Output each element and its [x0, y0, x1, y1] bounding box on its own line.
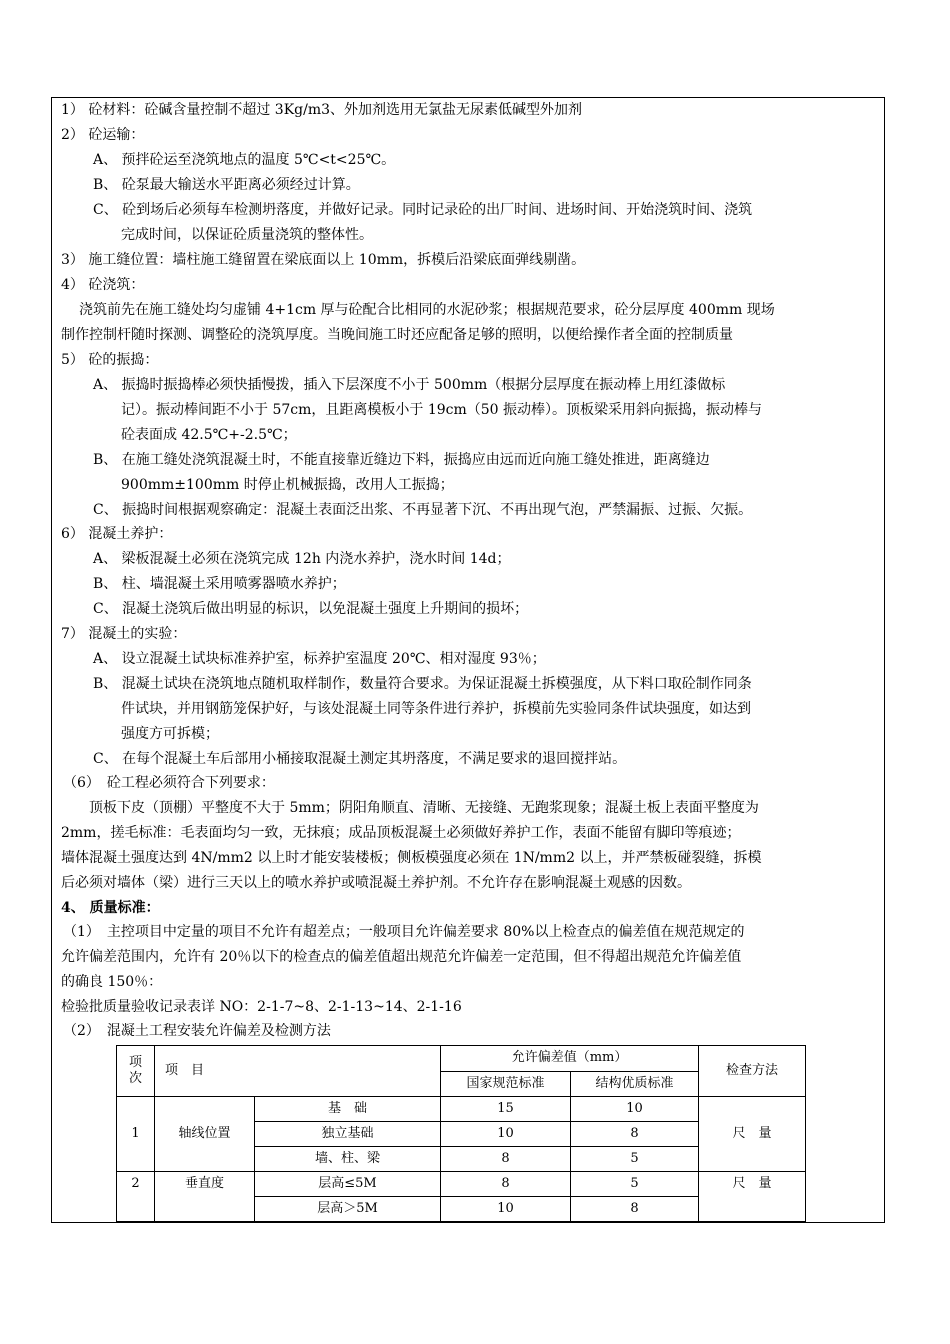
header-national: 国家规范标准: [441, 1071, 571, 1097]
row-no: 2: [117, 1172, 155, 1222]
header-tolerance: 允许偏差值（mm）: [441, 1046, 699, 1072]
row-method: 尺 量: [699, 1172, 806, 1222]
text-line: 3） 施工缝位置：墙柱施工缝留置在梁底面以上 10mm，拆模后沿梁底面弹线剔凿。: [61, 252, 586, 268]
national-value: 10: [441, 1197, 571, 1222]
text-line: A、 预拌砼运至浇筑地点的温度 5℃<t<25℃。: [93, 152, 396, 168]
row-method: 尺 量: [699, 1097, 806, 1172]
text-line: A、 梁板混凝土必须在浇筑完成 12h 内浇水养护，浇水时间 14d；: [93, 551, 511, 567]
text-line: 浇筑前先在施工缝处均匀虚铺 4+1cm 厚与砼配合比相同的水泥砂浆；根据规范要求，砼分层厚度 400mm 现场: [79, 302, 775, 318]
text-line: 砼表面成 42.5℃+-2.5℃；: [121, 427, 297, 443]
national-value: 15: [441, 1097, 571, 1122]
text-line: 4） 砼浇筑：: [61, 277, 145, 293]
text-line: 7） 混凝土的实验：: [61, 626, 187, 642]
sub-item: 层高＞5M: [255, 1197, 441, 1222]
row-no: 1: [117, 1097, 155, 1172]
structural-value: 10: [571, 1097, 699, 1122]
text-line: 2mm，搓毛标准：毛表面均匀一致，无抹痕；成品顶板混凝土必须做好养护工作，表面不能留有脚印等痕迹；: [61, 825, 741, 841]
sub-item: 独立基础: [255, 1122, 441, 1147]
text-line: B、 砼泵最大输送水平距离必须经过计算。: [93, 177, 360, 193]
text-line: 的确良 150％：: [61, 974, 163, 990]
text-line: C、 振捣时间根据观察确定：混凝土表面泛出浆、不再显著下沉、不再出现气泡，严禁漏振、过振、欠振。: [93, 502, 753, 518]
sub-item: 墙、柱、梁: [255, 1147, 441, 1172]
section-heading: 4、 质量标准：: [61, 900, 160, 916]
text-line: 900mm±100mm 时停止机械振捣，改用人工振捣；: [121, 477, 454, 493]
text-line: 后必须对墙体（梁）进行三天以上的喷水养护或喷混凝土养护剂。不允许存在影响混凝土观感的因数。: [61, 875, 691, 891]
text-line: 完成时间，以保证砼质量浇筑的整体性。: [121, 227, 373, 243]
text-line: B、 混凝土试块在浇筑地点随机取样制作，数量符合要求。为保证混凝土拆模强度，从下料口取砼制作同条: [93, 676, 752, 692]
text-line: B、 在施工缝处浇筑混凝土时，不能直接靠近缝边下料，振捣应由远而近向施工缝处推进，距离缝边: [93, 452, 710, 468]
text-line: （1） 主控项目中定量的项目不允许有超差点；一般项目允许偏差要求 80%以上检查点的偏差值在规范规定的: [63, 924, 745, 940]
text-line: C、 在每个混凝土车后部用小桶接取混凝土测定其坍落度，不满足要求的退回搅拌站。: [93, 751, 627, 767]
text-line: C、 混凝土浇筑后做出明显的标识，以免混凝土强度上升期间的损坏；: [93, 601, 529, 617]
structural-value: 5: [571, 1147, 699, 1172]
text-line: 检验批质量验收记录表详 NO：2-1-7~8、2-1-13~14、2-1-16: [61, 999, 462, 1015]
text-line: A、 设立混凝土试块标准养护室，标养护室温度 20℃、相对湿度 93％；: [93, 651, 546, 667]
header-no: 项 次: [117, 1046, 155, 1097]
structural-value: 5: [571, 1172, 699, 1197]
national-value: 8: [441, 1147, 571, 1172]
structural-value: 8: [571, 1197, 699, 1222]
row-item: 轴线位置: [155, 1097, 255, 1172]
text-line: （6） 砼工程必须符合下列要求：: [63, 775, 275, 791]
header-structural: 结构优质标准: [571, 1071, 699, 1097]
text-line: C、 砼到场后必须每车检测坍落度，并做好记录。同时记录砼的出厂时间、进场时间、开始浇筑时间、浇筑: [93, 202, 753, 218]
text-line: A、 振捣时振捣棒必须快插慢拨，插入下层深度不小于 500mm（根据分层厚度在振动棒上用红漆做标: [93, 377, 726, 393]
text-line: 允许偏差范围内，允许有 20％以下的检查点的偏差值超出规范允许偏差一定范围，但不得超出规范允许偏差值: [61, 949, 742, 965]
header-method: 检查方法: [699, 1046, 806, 1097]
text-line: 2） 砼运输：: [61, 127, 145, 143]
text-line: 5） 砼的振捣：: [61, 352, 159, 368]
header-item: 项 目: [155, 1046, 441, 1097]
text-line: 墙体混凝土强度达到 4N/mm2 以上时才能安装楼板；侧板模强度必须在 1N/mm2 以上，并严禁板碰裂缝，拆模: [61, 850, 762, 866]
text-line: 件试块，并用钢筋笼保护好，与该处混凝土同等条件进行养护，拆模前先实验同条件试块强度，如达到: [121, 701, 751, 717]
text-line: 6） 混凝土养护：: [61, 526, 173, 542]
structural-value: 8: [571, 1122, 699, 1147]
text-line: 制作控制杆随时探测、调整砼的浇筑厚度。当晚间施工时还应配备足够的照明，以便给操作者全面的控制质量: [61, 327, 733, 343]
tolerance-table: [116, 1045, 806, 1222]
national-value: 10: [441, 1122, 571, 1147]
text-line: 记）。振动棒间距不小于 57cm，且距离模板小于 19cm（50 振动棒）。顶板梁采用斜向振捣，振动棒与: [121, 402, 763, 418]
national-value: 8: [441, 1172, 571, 1197]
text-line: B、 柱、墙混凝土采用喷雾器喷水养护；: [93, 576, 346, 592]
text-line: 强度方可拆模；: [121, 726, 219, 742]
text-line: （2） 混凝土工程安装允许偏差及检测方法: [63, 1023, 331, 1039]
sub-item: 基 础: [255, 1097, 441, 1122]
text-line: 顶板下皮（顶棚）平整度不大于 5mm；阴阳角顺直、清晰、无接缝、无跑浆现象；混凝土板上表面平整度为: [89, 800, 759, 816]
sub-item: 层高≤5M: [255, 1172, 441, 1197]
row-item: 垂直度: [155, 1172, 255, 1222]
text-line: 1） 砼材料：砼碱含量控制不超过 3Kg/m3、外加剂选用无氯盐无尿素低碱型外加剂: [61, 102, 583, 118]
